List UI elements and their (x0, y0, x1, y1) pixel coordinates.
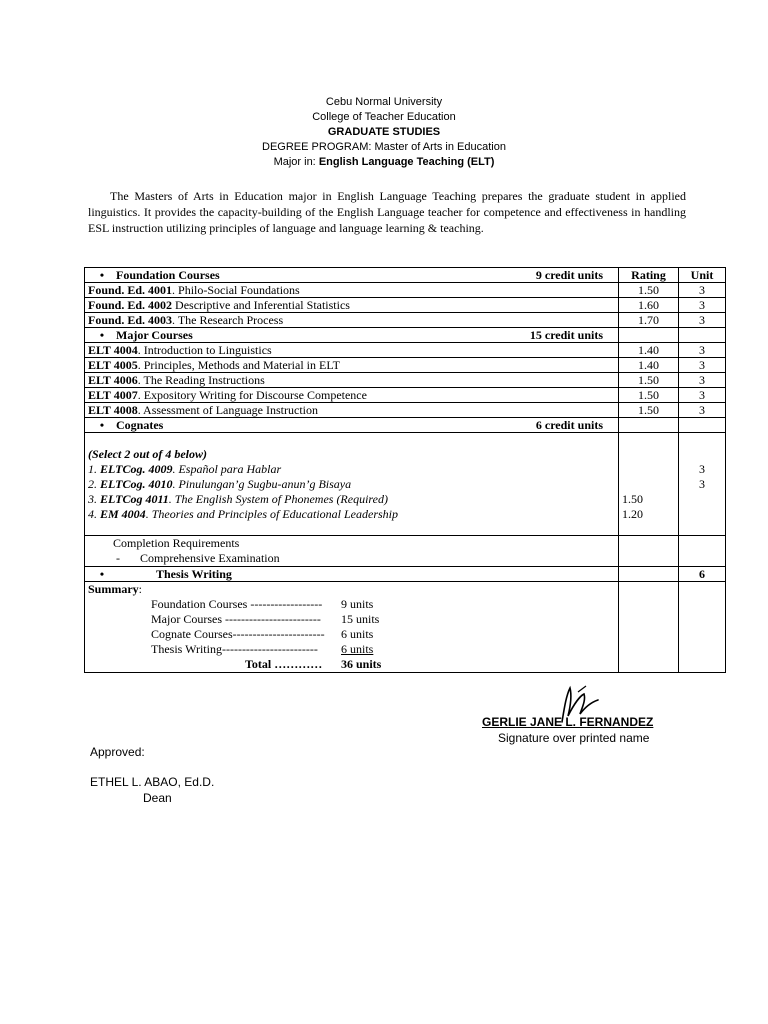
course-unit (682, 492, 722, 507)
course-name: . Introduction to Linguistics (137, 343, 272, 357)
course-rating: 1.70 (619, 313, 679, 328)
course-rating: 1.40 (619, 358, 679, 373)
course-code: ELT 4007 (88, 388, 138, 402)
summary-line: Cognate Courses----------------------- 6 units (151, 627, 374, 641)
section-units-major: 15 credit units (529, 328, 603, 342)
course-unit: 3 (679, 403, 726, 418)
course-name: . Philo-Social Foundations (172, 283, 300, 297)
course-code: ELTCog 4011 (100, 492, 169, 506)
course-rating: 1.20 (622, 507, 643, 521)
course-code: ELT 4006 (88, 373, 138, 387)
course-unit: 3 (679, 373, 726, 388)
completion-title: Completion Requirements (113, 536, 240, 550)
course-rating: 1.50 (622, 492, 643, 506)
program-description: The Masters of Arts in Education major in English Language Teaching prepares the graduate student in applied linguistics. It provides the capacity-building of the English Language teacher for competence and effectiveness in handling ESL instruction utilizing principles of language and language learning & teaching. (88, 189, 686, 235)
table-row (85, 373, 726, 388)
course-unit: 3 (679, 343, 726, 358)
table-row (85, 343, 726, 358)
university-name: Cebu Normal University (325, 96, 443, 108)
course-name: . Theories and Principles of Educational Leadership (145, 507, 399, 521)
course-rating: 1.50 (619, 403, 679, 418)
table-row (85, 403, 726, 418)
table-row (85, 313, 726, 328)
major-header-row (85, 328, 726, 343)
division-name: GRADUATE STUDIES (327, 126, 441, 138)
course-name: . Assessment of Language Instruction (137, 403, 319, 417)
signer-name: GERLIE JANE L. FERNANDEZ (482, 715, 654, 729)
foundation-header-row (85, 268, 726, 283)
course-unit: 3 (679, 283, 726, 298)
thesis-row (85, 567, 726, 582)
course-code: ELT 4008 (88, 403, 138, 417)
dean-title: Dean (143, 791, 172, 805)
degree-program (0, 140, 768, 155)
section-title-cognates: Cognates (116, 418, 164, 432)
section-title-major: Major Courses (116, 328, 193, 342)
list-item: 3. ELTCog 4011. The English System of Phonemes (Required) (88, 492, 388, 506)
select-note: (Select 2 out of 4 below) (88, 447, 207, 461)
college-name: College of Teacher Education (312, 111, 456, 123)
course-rating (622, 462, 675, 477)
summary-label: Summary: (88, 582, 143, 596)
list-item: 2. ELTCog. 4010. Pinulungan’g Sugbu-anun’g Bisaya (88, 477, 352, 491)
completion-item: - Comprehensive Examination (116, 551, 280, 565)
major-prefix: Major in: (273, 156, 319, 168)
course-unit: 3 (679, 298, 726, 313)
course-rating (622, 477, 675, 492)
course-code: Found. Ed. 4003 (88, 313, 173, 327)
course-unit: 3 (699, 477, 705, 491)
bullet: • (99, 328, 105, 342)
section-units-foundation: 9 credit units (535, 268, 603, 282)
col-header-unit: Unit (679, 268, 726, 283)
course-code: ELTCog. 4009 (100, 462, 173, 476)
course-unit (682, 507, 722, 522)
course-unit: 3 (679, 358, 726, 373)
course-name: . Pinulungan’g Sugbu-anun’g Bisaya (172, 477, 352, 491)
summary-total: Total ………… 36 units (245, 657, 382, 671)
section-title-thesis: Thesis Writing (156, 567, 232, 581)
course-rating: 1.50 (619, 373, 679, 388)
col-header-rating: Rating (619, 268, 679, 283)
course-code: ELT 4005 (88, 358, 138, 372)
course-name: . The Reading Instructions (137, 373, 265, 387)
course-code: ELTCog. 4010 (100, 477, 173, 491)
course-code: Found. Ed. 4001 (88, 283, 173, 297)
signature-caption: Signature over printed name (498, 731, 650, 745)
major-line (0, 155, 768, 170)
bullet: • (99, 567, 105, 581)
course-unit: 3 (679, 388, 726, 403)
course-name: . The Research Process (172, 313, 284, 327)
course-table (84, 267, 726, 673)
bullet: • (99, 268, 105, 282)
cognates-header-row (85, 418, 726, 433)
completion-row (85, 536, 726, 567)
course-code: ELT 4004 (88, 343, 138, 357)
course-name: . Español para Hablar (172, 462, 282, 476)
degree-prefix: DEGREE PROGRAM: (262, 141, 372, 153)
course-name: . Expository Writing for Discourse Competence (137, 388, 367, 402)
major-name: English Language Teaching (ELT) (318, 156, 495, 168)
section-title-foundation: Foundation Courses (116, 268, 220, 282)
course-rating: 1.40 (619, 343, 679, 358)
course-name: . Principles, Methods and Material in ELT (137, 358, 340, 372)
course-code: Found. Ed. 4002 (88, 298, 173, 312)
course-code: EM 4004 (100, 507, 146, 521)
thesis-unit: 6 (679, 567, 726, 582)
document-header (0, 95, 768, 170)
bullet: • (99, 418, 105, 432)
summary-line: Thesis Writing------------------------ 6 units (151, 642, 374, 656)
course-unit: 3 (699, 462, 705, 476)
list-item: 4. EM 4004. Theories and Principles of Educational Leadership (88, 507, 399, 521)
summary-row (85, 582, 726, 673)
table-row (85, 388, 726, 403)
course-unit: 3 (679, 313, 726, 328)
cognates-block (85, 433, 726, 536)
summary-line: Major Courses ------------------------ 15 units (151, 612, 380, 626)
section-units-cognates: 6 credit units (535, 418, 603, 432)
approved-label: Approved: (90, 745, 145, 759)
course-name: Descriptive and Inferential Statistics (172, 298, 350, 312)
course-rating: 1.50 (619, 388, 679, 403)
list-item: 1. ELTCog. 4009. Español para Hablar (88, 462, 282, 476)
course-rating: 1.60 (619, 298, 679, 313)
summary-line: Foundation Courses ------------------ 9 units (151, 597, 374, 611)
dean-name: ETHEL L. ABAO, Ed.D. (90, 775, 215, 789)
table-row (85, 298, 726, 313)
table-row (85, 283, 726, 298)
table-row (85, 358, 726, 373)
course-rating: 1.50 (619, 283, 679, 298)
course-name: . The English System of Phonemes (Required) (168, 492, 388, 506)
degree-name: Master of Arts in Education (371, 141, 506, 153)
